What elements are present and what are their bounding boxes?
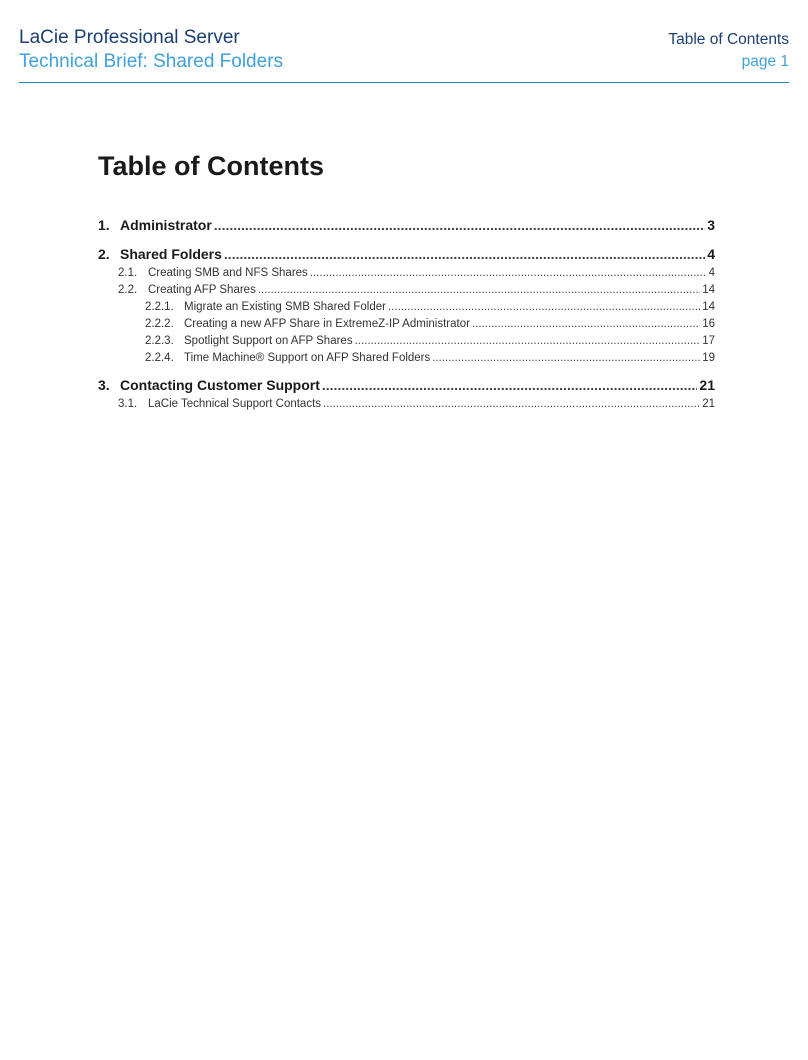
toc-entry-number: 3. xyxy=(98,377,110,393)
toc-entry-page: 21 xyxy=(699,377,715,393)
toc-entry-label: Creating AFP Shares xyxy=(148,284,256,296)
dot-leader xyxy=(355,333,701,350)
toc-entry-label: Spotlight Support on AFP Shares xyxy=(184,335,353,347)
toc-entry-page: 19 xyxy=(702,352,715,364)
section-name: Table of Contents xyxy=(668,31,789,48)
toc-entry-label: Migrate an Existing SMB Shared Folder xyxy=(184,301,386,313)
dot-leader xyxy=(224,243,705,265)
toc-entry-number: 2.2.1. xyxy=(145,301,174,313)
toc-entry-shared-folders[interactable] xyxy=(98,243,715,265)
header-left xyxy=(19,26,283,74)
toc-entry-number: 2.2.4. xyxy=(145,352,174,364)
toc-entry-administrator[interactable] xyxy=(98,214,715,236)
toc-entry-contacting-support[interactable] xyxy=(98,374,715,396)
toc-entry-label: Creating SMB and NFS Shares xyxy=(148,267,308,279)
toc-entry-migrate-smb-folder[interactable] xyxy=(98,299,715,316)
page-number: page 1 xyxy=(741,53,789,70)
toc-entry-creating-smb-nfs-shares[interactable] xyxy=(98,265,715,282)
toc-entry-new-afp-share[interactable] xyxy=(98,316,715,333)
toc-entry-spotlight-support[interactable] xyxy=(98,333,715,350)
toc-entry-label: LaCie Technical Support Contacts xyxy=(148,398,322,410)
toc-entry-page: 21 xyxy=(702,398,715,410)
header-right xyxy=(668,29,789,73)
toc-entry-page: 17 xyxy=(702,335,715,347)
toc-entry-number: 2.2. xyxy=(118,284,138,296)
dot-leader xyxy=(214,214,705,236)
page-header xyxy=(19,24,789,83)
toc-entry-label: Creating a new AFP Share in ExtremeZ-IP Administrator xyxy=(184,318,470,330)
table-of-contents xyxy=(98,214,715,413)
toc-entry-number: 2.2.3. xyxy=(145,335,174,347)
toc-entry-label: Administrator xyxy=(120,217,212,233)
toc-entry-label: Shared Folders xyxy=(120,246,222,262)
page-title: Table of Contents xyxy=(98,151,324,181)
dot-leader xyxy=(322,374,698,396)
toc-entry-creating-afp-shares[interactable] xyxy=(98,282,715,299)
toc-entry-page: 4 xyxy=(708,267,715,279)
toc-entry-page: 16 xyxy=(702,318,715,330)
toc-entry-number: 3.1. xyxy=(118,398,138,410)
toc-entry-number: 2.2.2. xyxy=(145,318,174,330)
document-subtitle: Technical Brief: Shared Folders xyxy=(19,51,284,72)
toc-entry-page: 4 xyxy=(707,246,715,262)
toc-entry-label: Contacting Customer Support xyxy=(120,377,320,393)
dot-leader xyxy=(323,396,700,413)
dot-leader xyxy=(258,282,700,299)
toc-entry-number: 2. xyxy=(98,246,110,262)
toc-entry-label: Time Machine® Support on AFP Shared Folders xyxy=(184,352,431,364)
product-title: LaCie Professional Server xyxy=(19,27,240,48)
toc-entry-page: 3 xyxy=(707,217,715,233)
dot-leader xyxy=(432,350,700,367)
toc-entry-page: 14 xyxy=(702,284,715,296)
toc-entry-number: 2.1. xyxy=(118,267,138,279)
dot-leader xyxy=(310,265,707,282)
toc-entry-page: 14 xyxy=(702,301,715,313)
dot-leader xyxy=(472,316,700,333)
toc-entry-number: 1. xyxy=(98,217,110,233)
dot-leader xyxy=(388,299,700,316)
toc-entry-time-machine-support[interactable] xyxy=(98,350,715,367)
toc-entry-support-contacts[interactable] xyxy=(98,396,715,413)
